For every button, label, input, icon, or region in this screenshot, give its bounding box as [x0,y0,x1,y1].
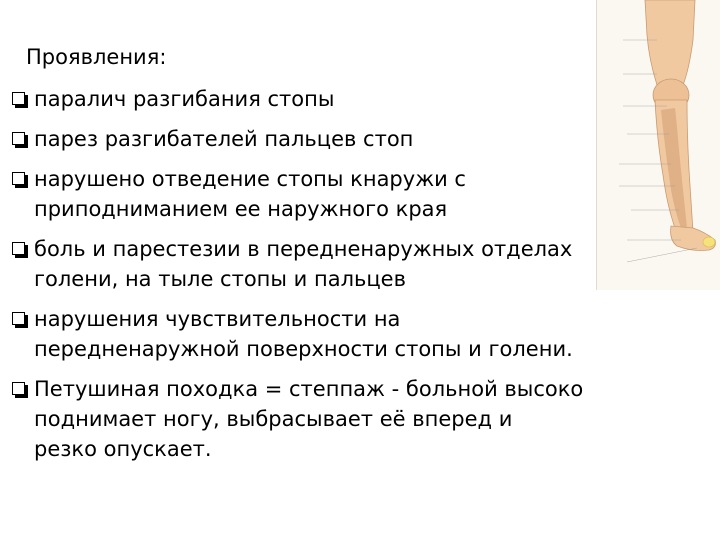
leg-illustration [596,0,720,290]
list-item [8,304,583,364]
list-item-text: парез разгибателей пальцев стоп [34,127,414,151]
list-item-text: Петушиная походка = степпаж - больной высоко [34,377,584,401]
list-item [8,84,583,114]
list-item [8,234,583,294]
checkbox-bullet-icon [12,312,25,325]
symptom-list [8,84,583,474]
list-item-text: приподниманием ее наружного края [34,197,448,221]
checkbox-bullet-icon [12,242,25,255]
checkbox-bullet-icon [12,172,25,185]
checkbox-bullet-icon [12,382,25,395]
list-item-text: поднимает ногу, выбрасывает её вперед и [34,407,513,431]
list-item-text: боль и парестезии в передненаружных отделах [34,237,573,261]
list-item [8,164,583,224]
slide-heading: Проявления: [26,45,167,69]
list-item-text: резко опускает. [34,437,212,461]
leg-drawing [597,0,720,290]
list-item-text: паралич разгибания стопы [34,87,335,111]
list-item-text: нарушения чувствительности на [34,307,401,331]
checkbox-bullet-icon [12,92,25,105]
checkbox-bullet-icon [12,132,25,145]
list-item-text: передненаружной поверхности стопы и голени. [34,337,573,361]
list-item-text: голени, на тыле стопы и пальцев [34,267,406,291]
list-item [8,124,583,154]
list-item [8,374,583,464]
list-item-text: нарушено отведение стопы кнаружи с [34,167,466,191]
